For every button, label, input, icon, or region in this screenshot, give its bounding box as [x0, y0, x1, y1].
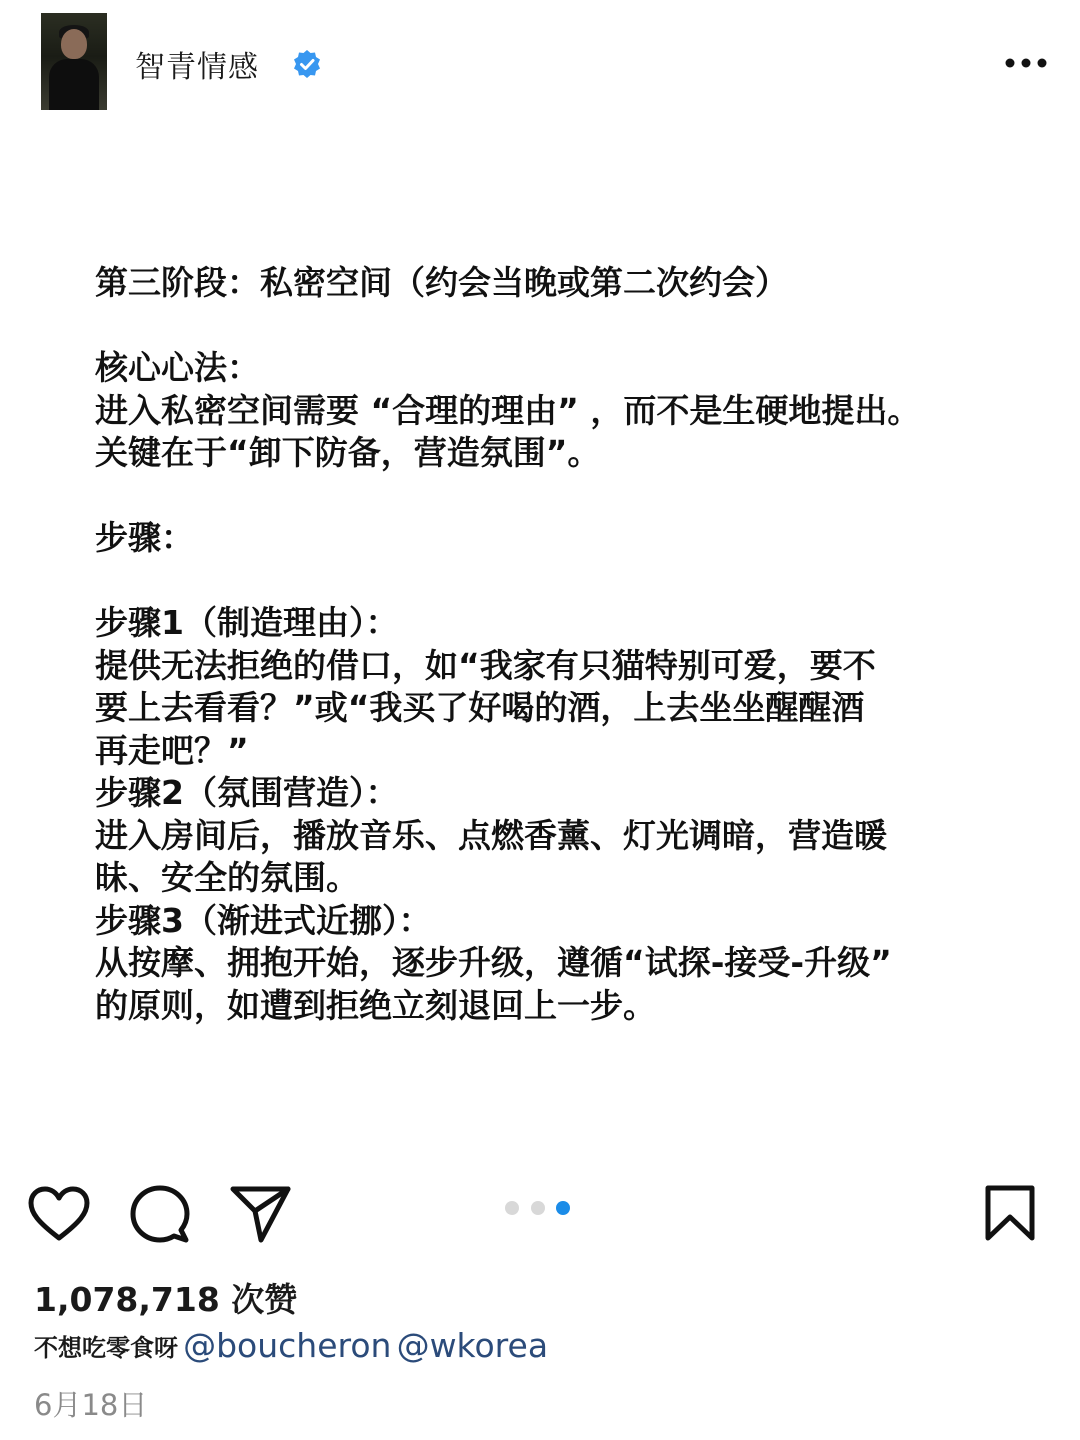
- post-line: 步骤2（氛围营造）：: [95, 773, 399, 812]
- post-date: 6月18日: [34, 1388, 148, 1422]
- comment-icon[interactable]: [130, 1184, 190, 1244]
- verified-badge-icon: [292, 49, 322, 79]
- avatar[interactable]: [41, 13, 107, 110]
- likes-count[interactable]: 1,078,718 次赞: [34, 1280, 298, 1319]
- line-spacer: [95, 475, 995, 518]
- post-line: 步骤3（渐进式近挪）：: [95, 900, 432, 940]
- post-line: 昧、安全的氛围。: [95, 858, 359, 897]
- post-line: 步骤1（制造理由）：: [95, 603, 399, 642]
- caption-author[interactable]: 不想吃零食呀: [34, 1334, 178, 1362]
- more-options-icon[interactable]: [998, 46, 1054, 80]
- heart-icon[interactable]: [28, 1186, 90, 1242]
- post-line: 从按摩、拥抱开始，逐步升级，遵循“试探-接受-升级”: [95, 943, 892, 982]
- carousel-dot: [531, 1201, 545, 1215]
- mention-link[interactable]: @boucheron: [183, 1326, 392, 1365]
- mention-link[interactable]: @wkorea: [396, 1326, 549, 1365]
- send-icon[interactable]: [230, 1184, 292, 1244]
- post-line: 进入私密空间需要 “合理的理由” ，而不是生硬地提出。: [95, 390, 921, 430]
- post-line: 要上去看看？”或“我买了好喝的酒，上去坐坐醒醒酒: [95, 688, 865, 727]
- username[interactable]: 智青情感: [135, 50, 259, 85]
- post-line: 步骤：: [95, 518, 194, 557]
- caption: [34, 1326, 548, 1365]
- line-spacer: [95, 305, 995, 348]
- post-line: 进入房间后，播放音乐、点燃香薰、灯光调暗，营造暖: [95, 815, 887, 855]
- bookmark-icon[interactable]: [984, 1184, 1036, 1242]
- carousel-dot: [505, 1201, 519, 1215]
- carousel-dot-active: [556, 1201, 570, 1215]
- post-line: 第三阶段：私密空间（约会当晚或第二次约会）: [95, 263, 788, 302]
- post-line: 再走吧？”: [95, 730, 249, 770]
- post-line: 核心心法：: [95, 348, 260, 387]
- post-line: 提供无法拒绝的借口，如“我家有只猫特别可爱，要不: [95, 645, 876, 685]
- post-text-content: [95, 262, 995, 1027]
- post-header: [0, 0, 1080, 125]
- post-line: 的原则，如遭到拒绝立刻退回上一步。: [95, 985, 656, 1025]
- post-line: 关键在于“卸下防备，营造氛围”。: [95, 433, 601, 472]
- avatar-body: [49, 59, 99, 110]
- avatar-face: [61, 29, 87, 59]
- line-spacer: [95, 560, 995, 603]
- carousel-indicator: [503, 1199, 575, 1217]
